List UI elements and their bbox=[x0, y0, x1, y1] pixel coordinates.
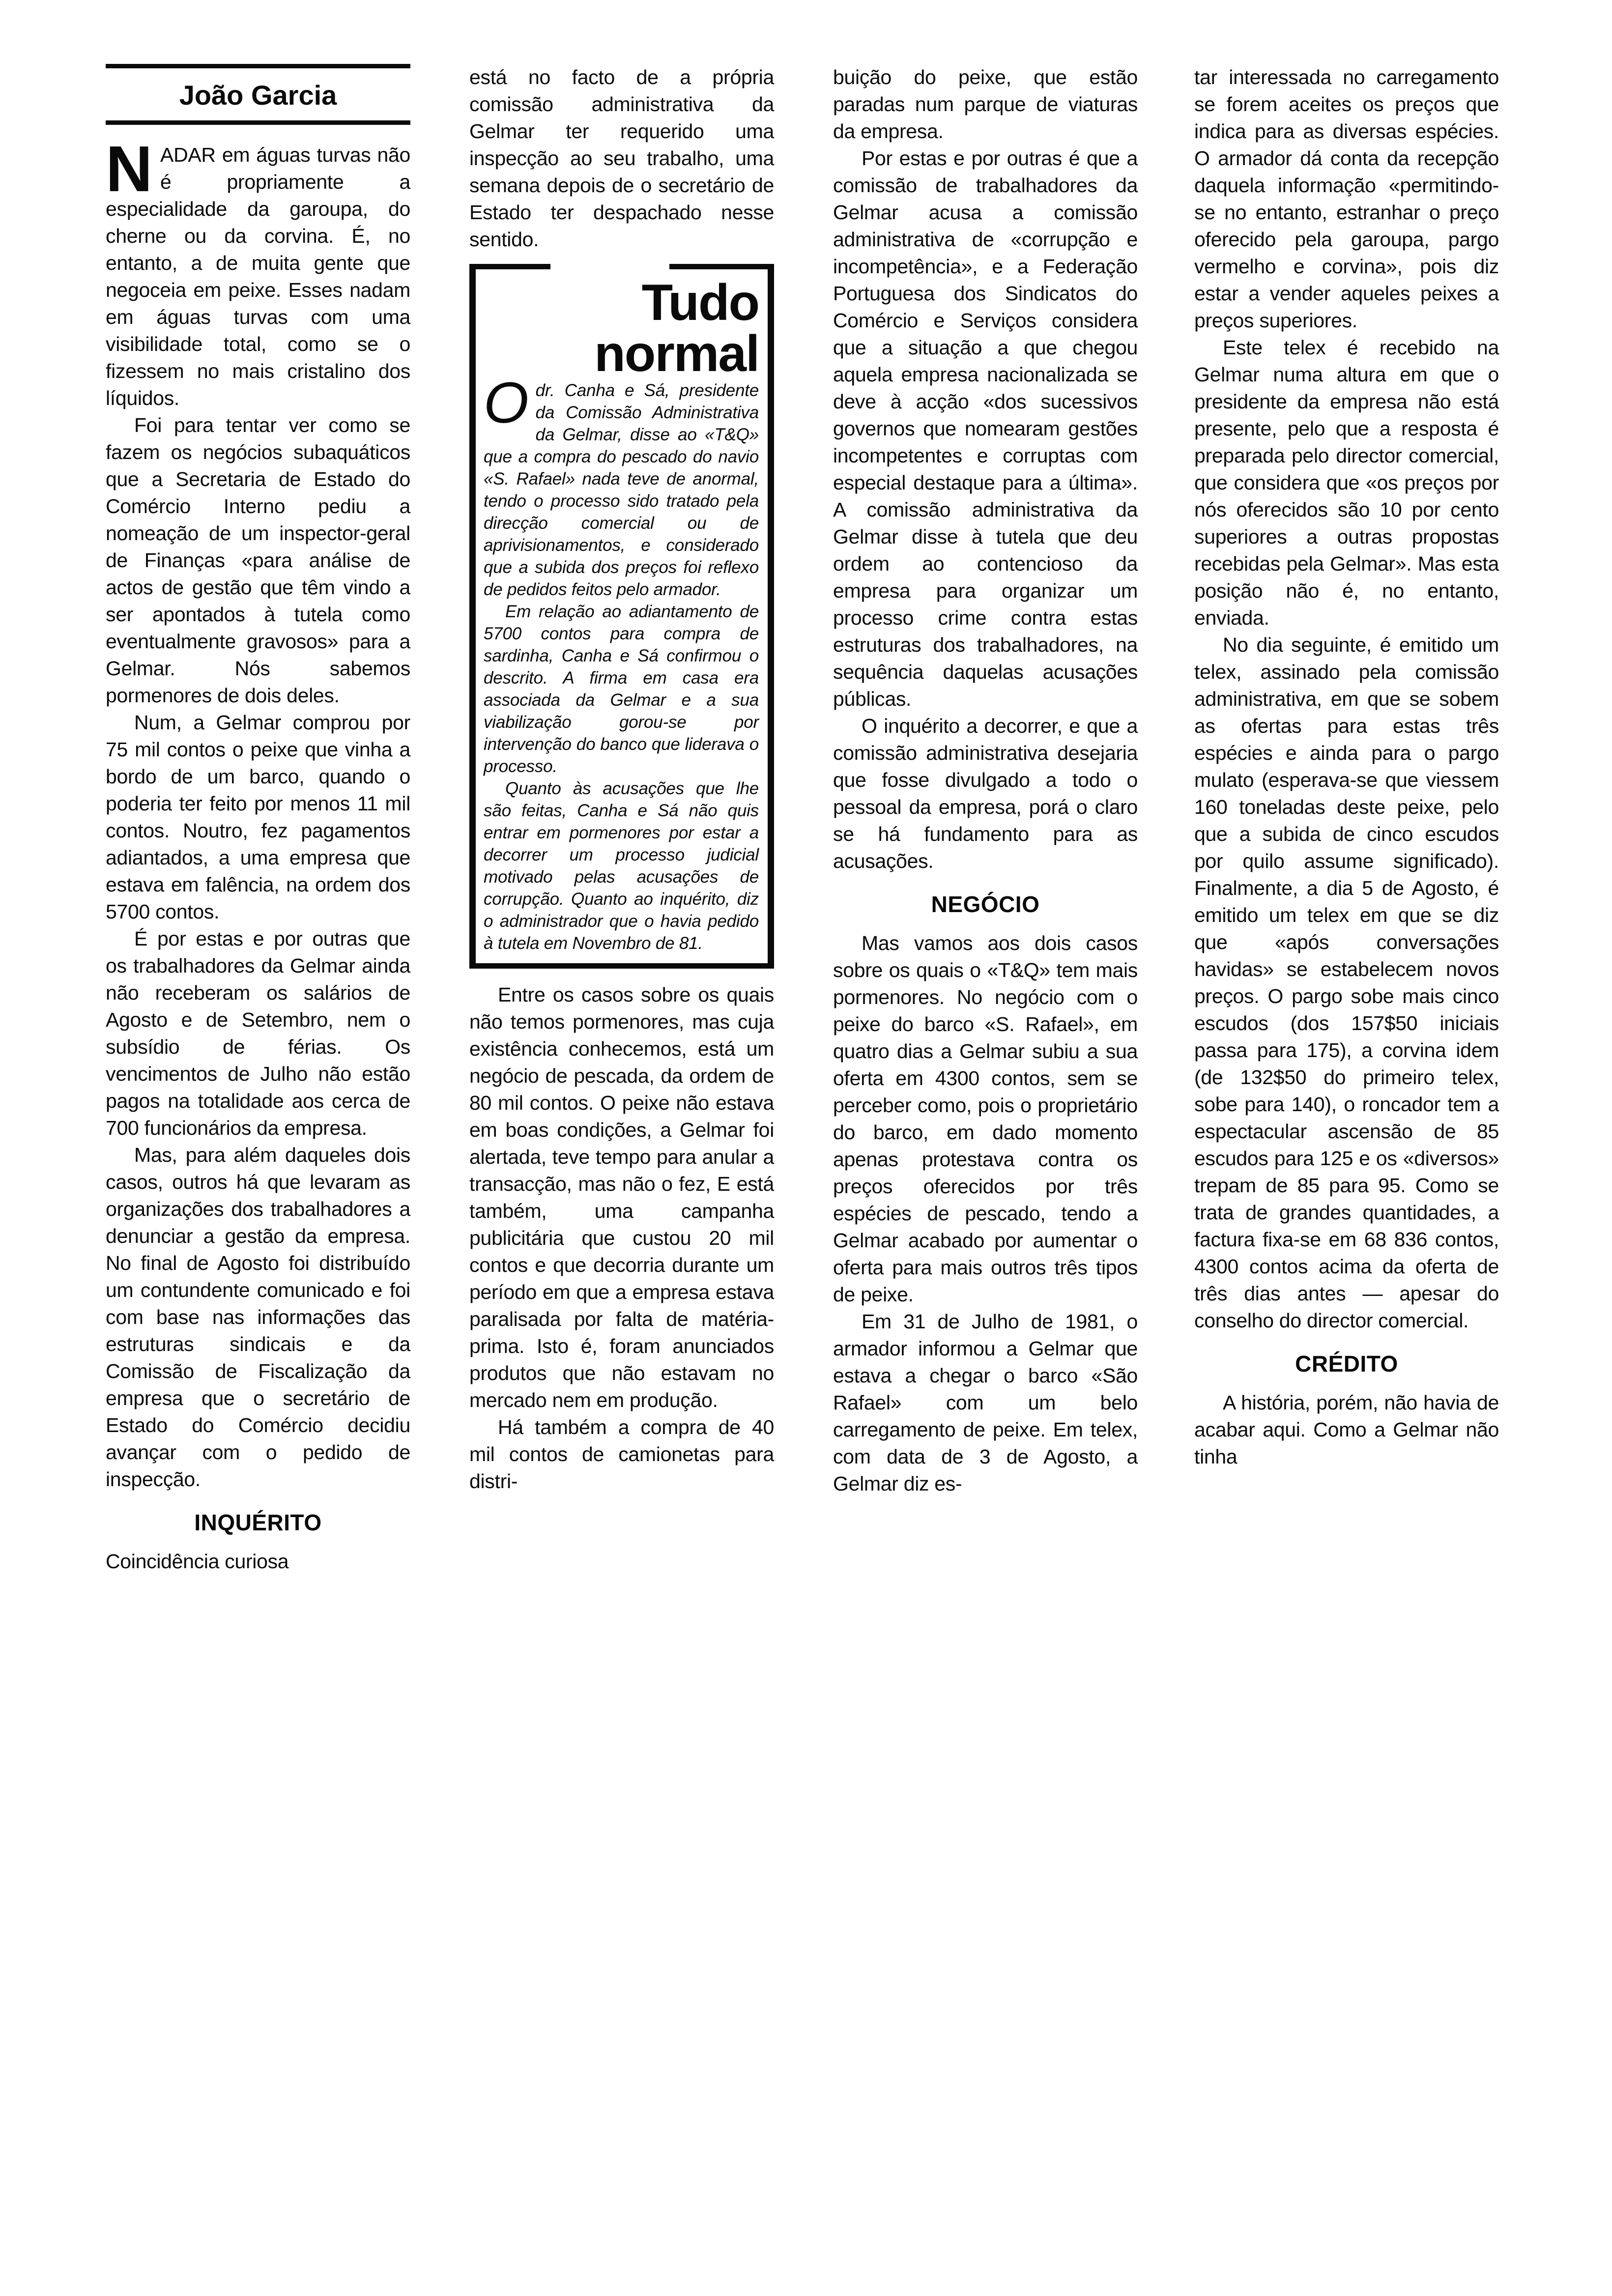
paragraph: Há também a compra de 40 mil contos de camionetas para distri- bbox=[469, 1416, 774, 1492]
dropcap-letter: O bbox=[484, 371, 529, 435]
paragraph: A história, porém, não havia de acabar aqui. Como a Gelmar não tinha bbox=[1194, 1391, 1499, 1468]
paragraph: Em 31 de Julho de 1981, o armador informou a Gelmar que estava a chegar o barco «São Rafael» com um belo carregamento de peixe. Em telex, com data de 3 de Agosto, a Gelmar diz es- bbox=[833, 1310, 1138, 1495]
sidebar-box-top-border-left bbox=[476, 264, 550, 269]
paragraph: buição do peixe, que estão paradas num parque de viaturas da empresa. bbox=[833, 66, 1138, 143]
byline-rule-top bbox=[106, 64, 410, 68]
paragraph-text: dr. Canha e Sá, presidente da Comissão Administrativa da Gelmar, disse ao «T&Q» que a compra do pescado do navio «S. Rafael» nada teve de anormal, tendo o processo sido tratado pela direcção comercial ou de aprivisionamentos, e considerado que a subida dos preços foi reflexo de pedidos feitos pelo armador. bbox=[484, 381, 759, 599]
sidebar-headline bbox=[476, 269, 768, 382]
column-4 bbox=[1194, 64, 1499, 2270]
paragraph: Entre os casos sobre os quais não temos pormenores, mas cuja existência conhecemos, está um negócio de pescada, da ordem de 80 mil contos. O peixe não estava em boas condições, a Gelmar foi alertada, teve tempo para anular a transacção, mas não o fez, E está também, uma campanha publicitária que custou 20 mil contos e que decorria durante um período em que a empresa estava paralisada por falta de matéria-prima. Isto é, foram anunciados produtos que não estavam no mercado nem em produção. bbox=[469, 983, 774, 1411]
sidebar-body bbox=[476, 371, 768, 954]
column-4-body-tail bbox=[1194, 1389, 1499, 1470]
subhead-credito: CRÉDITO bbox=[1295, 1351, 1398, 1377]
column-2-body-tail bbox=[469, 981, 774, 1495]
paragraph: Mas vamos aos dois casos sobre os quais o «T&Q» tem mais pormenores. No negócio com o peixe do barco «S. Rafael», em quatro dias a Gelmar subiu a sua oferta em 4300 contos, sem se perceber como, pois o proprietário do barco, em dado momento apenas protestava contra os preços oferecidos por três espécies de pescado, tendo a Gelmar acabado por aumentar o oferta para mais outros três tipos de peixe. bbox=[833, 932, 1138, 1306]
subhead-negocio: NEGÓCIO bbox=[931, 891, 1040, 917]
sidebar-box-top-border-right bbox=[669, 264, 768, 269]
paragraph-text: ADAR em águas turvas não é propriamente a especialidade da garoupa, do cherne ou da corvina. É, no entanto, a de muita gente que negoceia em peixe. Esses nadam em águas turvas com uma visibilidade total, como se o fizessem no mais cristalino dos líquidos. bbox=[106, 144, 410, 409]
paragraph-lead bbox=[106, 133, 410, 412]
column-2-body-lead bbox=[469, 64, 774, 253]
sidebar-box-top-border bbox=[476, 264, 768, 269]
sidebar-box-tudo-normal bbox=[469, 264, 774, 969]
paragraph: Coincidência curiosa bbox=[106, 1550, 289, 1573]
paragraph: O inquérito a decorrer, e que a comissão administrativa desejaria que fosse divulgado a todo o pessoal da empresa, porá o claro se há fundamento para as acusações. bbox=[833, 715, 1138, 872]
paragraph: Em relação ao adiantamento de 5700 contos para compra de sardinha, Canha e Sá confirmou o descrito. A firma em casa era associada da Gelmar e a sua viabilização gorou-se por intervenção do banco que liderava o processo. bbox=[484, 602, 759, 776]
sidebar-headline-line-1: Tudo bbox=[641, 274, 759, 331]
column-3-body-tail bbox=[833, 930, 1138, 1497]
dropcap-letter: N bbox=[106, 133, 153, 205]
byline-rule-bottom bbox=[106, 120, 410, 125]
paragraph: está no facto de a própria comissão administrativa da Gelmar ter requerido uma inspecção ao seu trabalho, uma semana depois de o secretário de Estado ter despachado nesse sentido. bbox=[469, 66, 774, 251]
column-1-body-tail bbox=[106, 1548, 410, 1575]
paragraph: Num, a Gelmar comprou por 75 mil contos o peixe que vinha a bordo de um barco, quando o poderia ter feito por menos 11 mil contos. Noutro, fez pagamentos adiantados, a uma empresa que estava em falência, na ordem dos 5700 contos. bbox=[106, 711, 410, 923]
paragraph: Este telex é recebido na Gelmar numa altura em que o presidente da empresa não está presente, pelo que a resposta é preparada pelo director comercial, que considera que «os preços por nós oferecidos são 10 por cento superiores a outras propostas recebidas pela Gelmar». Mas esta posição não é, no entanto, enviada. bbox=[1194, 336, 1499, 629]
paragraph-lead bbox=[484, 371, 759, 601]
byline bbox=[106, 64, 410, 125]
byline-author-name: João Garcia bbox=[179, 80, 337, 111]
subhead-inquerito: INQUÉRITO bbox=[194, 1510, 322, 1535]
paragraph: É por estas e por outras que os trabalhadores da Gelmar ainda não receberam os salários de Agosto e de Setembro, nem o subsídio de férias. Os vencimentos de Julho não estão pagos na totalidade aos cerca de 700 funcionários da empresa. bbox=[106, 927, 410, 1139]
column-4-body-lead bbox=[1194, 64, 1499, 1334]
column-1 bbox=[106, 64, 410, 2270]
paragraph: tar interessada no carregamento se forem aceites os preços que indica para as diversas espécies. O armador dá conta da recepção daquela informação «permitindo-se no entanto, estranhar o preço oferecido pela garoupa, pargo vermelho e corvina», pois diz estar a vender aqueles peixes a preços superiores. bbox=[1194, 66, 1499, 332]
column-1-body bbox=[106, 133, 410, 1493]
paragraph: No dia seguinte, é emitido um telex, assinado pela comissão administrativa, em que se sobem as ofertas para estas três espécies e ainda para o pargo mulato (esperava-se que viessem 160 toneladas deste peixe, pelo que a subida de cinco escudos por quilo assume significado). Finalmente, a dia 5 de Agosto, é emitido um telex em que se diz que «após conversações havidas» se estabelecem novos preços. O pargo sobe mais cinco escudos (dos 157$50 iniciais passa para 175), a corvina idem (de 132$50 do primeiro telex, sobe para 140), o roncador tem a espectacular ascensão de 85 escudos para 125 e os «diversos» trepam de 85 para 95. Como se trata de grandes quantidades, a factura fixa-se em 68 836 contos, 4300 contos acima da oferta de três dias antes — apesar do conselho do director comercial. bbox=[1194, 633, 1499, 1332]
paragraph: Foi para tentar ver como se fazem os negócios subaquáticos que a Secretaria de Estado do Comércio Interno pediu a nomeação de um inspector-geral de Finanças «para análise de actos de gestão que têm vindo a ser apontados à tutela como eventualmente gravosos» para a Gelmar. Nós sabemos pormenores de dois deles. bbox=[106, 414, 410, 707]
column-2 bbox=[469, 64, 774, 2270]
sidebar-headline-line-2: normal bbox=[594, 325, 759, 382]
column-3 bbox=[833, 64, 1138, 2270]
paragraph: Por estas e por outras é que a comissão de trabalhadores da Gelmar acusa a comissão administrativa de «corrupção e incompetência», e a Federação Portuguesa dos Sindicatos do Comércio e Serviços considera que a situação a que chegou aquela empresa nacionalizada se deve à acção «dos sucessivos governos que nomearam gestões incompetentes e corruptas com especial destaque para a última». A comissão administrativa da Gelmar disse à tutela que deu ordem ao contencioso da empresa para organizar um processo crime contra estas estruturas dos trabalhadores, na sequência daquelas acusações públicas. bbox=[833, 147, 1138, 710]
paragraph: Quanto às acusações que lhe são feitas, Canha e Sá não quis entrar em pormenores por estar a decorrer um processo judicial motivado pelas acusações de corrupção. Quanto ao inquérito, diz o administrador que o havia pedido à tutela em Novembro de 81. bbox=[484, 779, 759, 953]
column-3-body-lead bbox=[833, 64, 1138, 875]
paragraph: Mas, para além daqueles dois casos, outros há que levaram as organizações dos trabalhadores a denunciar a gestão da empresa. No final de Agosto foi distribuído um contundente comunicado e foi com base nas informações das estruturas sindicais e da Comissão de Fiscalização da empresa que o secretário de Estado do Comércio decidiu avançar com o pedido de inspecção. bbox=[106, 1144, 410, 1491]
